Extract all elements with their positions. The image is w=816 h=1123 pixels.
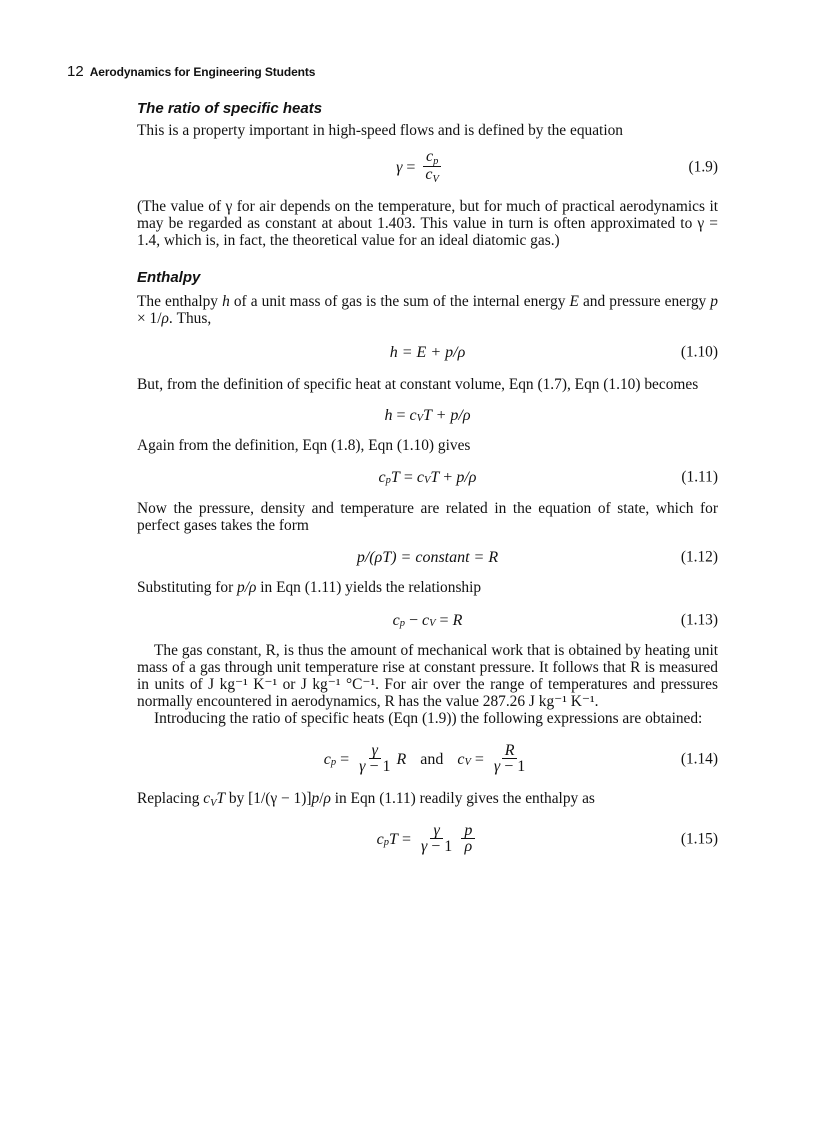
equation-1-12-content: p/(ρT) = constant = R (356, 548, 499, 566)
running-header (67, 63, 315, 81)
page-number: 12 (67, 63, 84, 80)
equation-1-15 (137, 815, 718, 863)
equation-number-1-10: (1.10) (680, 343, 718, 361)
section-heading-enthalpy: Enthalpy (137, 269, 201, 286)
equation-number-1-13: (1.13) (680, 611, 718, 629)
equation-1-9 (137, 146, 718, 188)
equation-1-14-content: c p = $\frac{\gamma}{\gamma - 1}$ R and c V = $\frac{R}{\gamma - 1}$ (323, 742, 526, 775)
paragraph-substituting: Substituting for p/ρ in Eqn (1.11) yields the relationship (137, 579, 482, 596)
paragraph-replacing: Replacing cVT by [1/(γ − 1)]p/ρ in Eqn (1.11) readily gives the enthalpy as (137, 790, 595, 809)
paragraph-constant-volume: But, from the definition of specific heat at constant volume, Eqn (1.7), Eqn (1.10) becomes (137, 376, 699, 393)
paragraph-gamma-note: (The value of γ for air depends on the temperature, but for much of practical aerodynamics it may be regarded as constant at about 1.403. This value in turn is often approximated to γ = 1.4, which is, in fact, the theoretical value for an ideal diatomic gas.) (137, 198, 718, 249)
equation-number-1-11: (1.11) (681, 468, 718, 486)
equation-1-11-content: c p T = c V T + p/ρ (378, 468, 477, 486)
equation-number-1-15: (1.15) (680, 830, 718, 848)
equation-number-1-14: (1.14) (680, 750, 718, 768)
running-title: Aerodynamics for Engineering Students (89, 65, 316, 79)
equation-1-11 (137, 460, 718, 494)
equation-enthalpy-cv-content: h = c V T + p/ρ (384, 406, 471, 424)
paragraph-gas-constant: The gas constant, R, is thus the amount of mechanical work that is obtained by heating unit mass of a gas through unit temperature rise at constant pressure. It follows that R is measured in units of J kg⁻¹ K⁻¹ or J kg⁻¹ °C⁻¹. For air over the range of temperatures and pressures normally encountered in aerodynamics, R has the value 287.26 J kg⁻¹ K⁻¹. (137, 642, 718, 710)
paragraph-ratio-intro: This is a property important in high-speed flows and is defined by the equation (137, 122, 623, 139)
equation-1-10 (137, 335, 718, 369)
equation-enthalpy-cv (137, 399, 718, 431)
equation-1-14 (137, 735, 718, 783)
equation-1-9-content: γ = $\frac{cp}{cV}$ (396, 149, 445, 185)
equation-1-10-content: h = E + p/ρ (389, 343, 466, 361)
equation-number-1-9: (1.9) (688, 158, 718, 176)
equation-1-13-content: c p − c V = R (392, 611, 463, 629)
equation-1-15-content: c p T = $\frac{\gamma}{\gamma - 1}$ $\frac{p}{\rho}$ (377, 823, 479, 855)
paragraph-introducing-ratio: Introducing the ratio of specific heats (Eqn (1.9)) the following expressions are obtained: (154, 710, 703, 727)
equation-1-12 (137, 541, 718, 573)
paragraph-equation-of-state: Now the pressure, density and temperature are related in the equation of state, which for perfect gases takes the form (137, 500, 718, 534)
fraction-cp-over-cv: $\frac{cp}{cV}$ (422, 149, 442, 185)
equation-1-13 (137, 604, 718, 636)
equation-number-1-12: (1.12) (680, 548, 718, 566)
page-body (137, 99, 718, 863)
paragraph-again-definition: Again from the definition, Eqn (1.8), Eqn (1.10) gives (137, 437, 471, 454)
paragraph-enthalpy-definition: The enthalpy h of a unit mass of gas is the sum of the internal energy E and pressure energy p × 1/ρ. Thus, (137, 293, 718, 327)
section-heading-ratio: The ratio of specific heats (137, 100, 323, 117)
